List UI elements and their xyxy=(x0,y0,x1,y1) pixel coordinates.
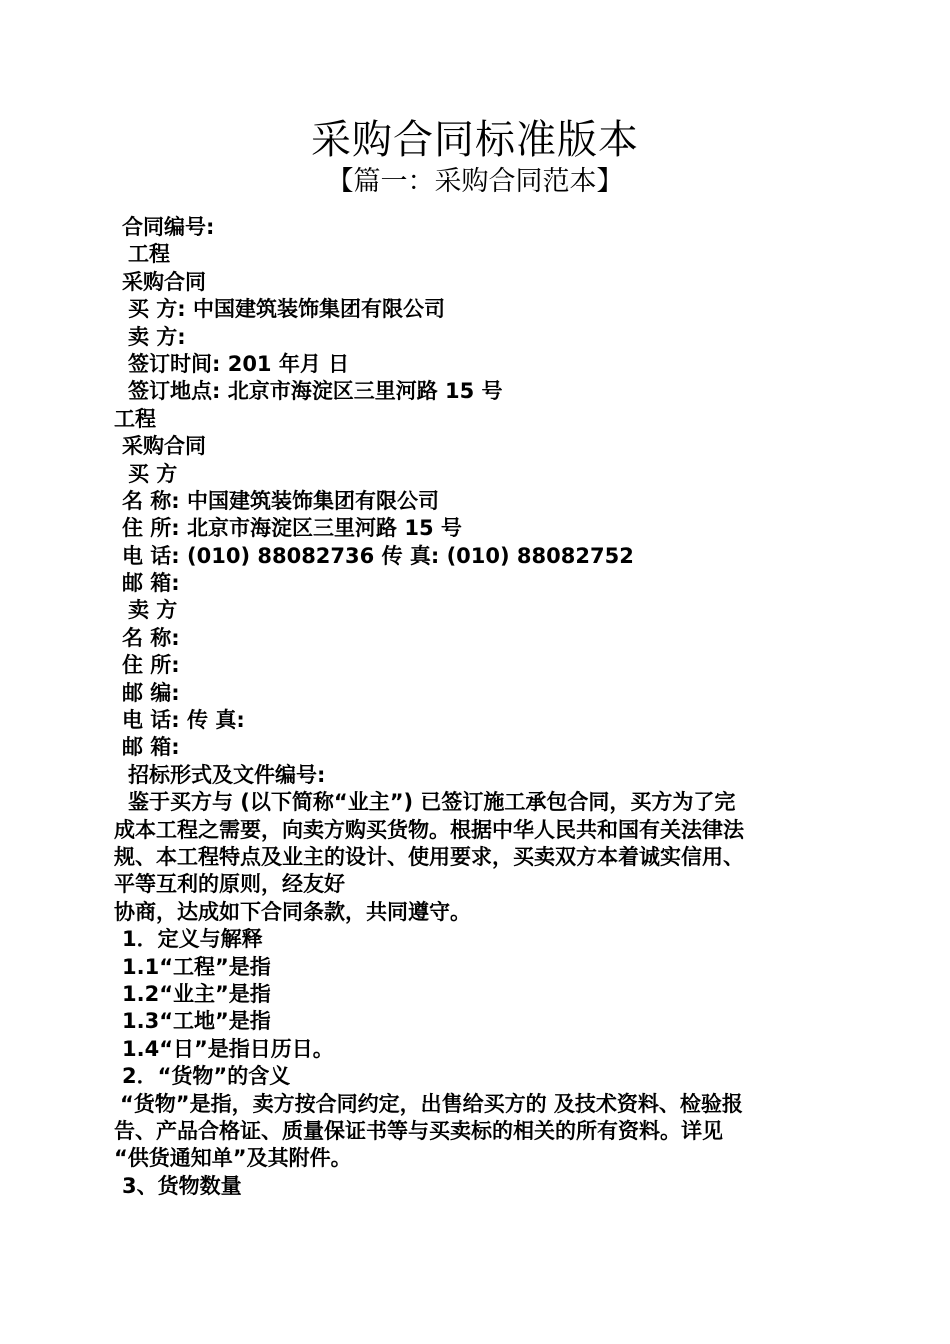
body-line: 工程 xyxy=(114,406,156,431)
body-line: 1.3“工地”是指 xyxy=(122,1009,271,1034)
body-line: 签订地点: 北京市海淀区三里河路 15 号 xyxy=(128,379,503,404)
document-subtitle: 【篇一：采购合同范本】 xyxy=(326,166,624,197)
body-line: 3、货物数量 xyxy=(122,1173,242,1198)
document-body xyxy=(114,214,844,1200)
body-line: 买 方: 中国建筑装饰集团有限公司 xyxy=(128,297,446,322)
body-line: 协商，达成如下合同条款，共同遵守。 xyxy=(114,899,471,924)
document-title: 采购合同标准版本 xyxy=(311,117,639,163)
body-line: 邮 箱: xyxy=(122,571,180,596)
body-line: 采购合同 xyxy=(122,434,206,459)
body-line: 电 话: 传 真: xyxy=(122,708,245,733)
body-line: 成本工程之需要，向卖方购买货物。根据中华人民共和国有关法律法 xyxy=(114,817,744,842)
body-line: 卖 方: xyxy=(128,324,186,349)
body-line: 邮 编: xyxy=(122,680,180,705)
body-line: 住 所: xyxy=(122,653,180,678)
body-line: 1.1“工程”是指 xyxy=(122,954,271,979)
body-line: 名 称: xyxy=(122,625,180,650)
body-line: 电 话: (010) 88082736 传 真: (010) 88082752 xyxy=(122,543,634,568)
body-line: 1．定义与解释 xyxy=(122,927,263,952)
body-line: 工程 xyxy=(128,242,170,267)
body-line: 住 所: 北京市海淀区三里河路 15 号 xyxy=(122,516,462,541)
body-line: 招标形式及文件编号: xyxy=(128,762,326,787)
body-line: 邮 箱: xyxy=(122,735,180,760)
body-line: 规、本工程特点及业主的设计、使用要求，买卖双方本着诚实信用、 xyxy=(114,844,744,869)
body-line: 签订时间: 201 年月 日 xyxy=(128,351,350,376)
body-line: 鉴于买方与 (以下简称“业主”) 已签订施工承包合同，买方为了完 xyxy=(128,790,736,815)
body-line: 卖 方 xyxy=(128,598,178,623)
body-line: 2．“货物”的含义 xyxy=(122,1064,291,1089)
body-line: 告、产品合格证、质量保证书等与买卖标的相关的所有资料。详见 xyxy=(114,1118,723,1143)
body-line: 名 称: 中国建筑装饰集团有限公司 xyxy=(122,488,440,513)
body-line: 采购合同 xyxy=(122,269,206,294)
body-line: 买 方 xyxy=(128,461,178,486)
body-line: 合同编号: xyxy=(122,215,215,239)
body-line: 平等互利的原则，经友好 xyxy=(114,872,345,897)
body-line: 1.4“日”是指日历日。 xyxy=(122,1036,334,1061)
body-line: 1.2“业主”是指 xyxy=(122,981,271,1006)
body-line: “供货通知单”及其附件。 xyxy=(114,1146,352,1171)
body-line: “货物”是指，卖方按合同约定，出售给买方的 及技术资料、检验报 xyxy=(120,1091,743,1116)
